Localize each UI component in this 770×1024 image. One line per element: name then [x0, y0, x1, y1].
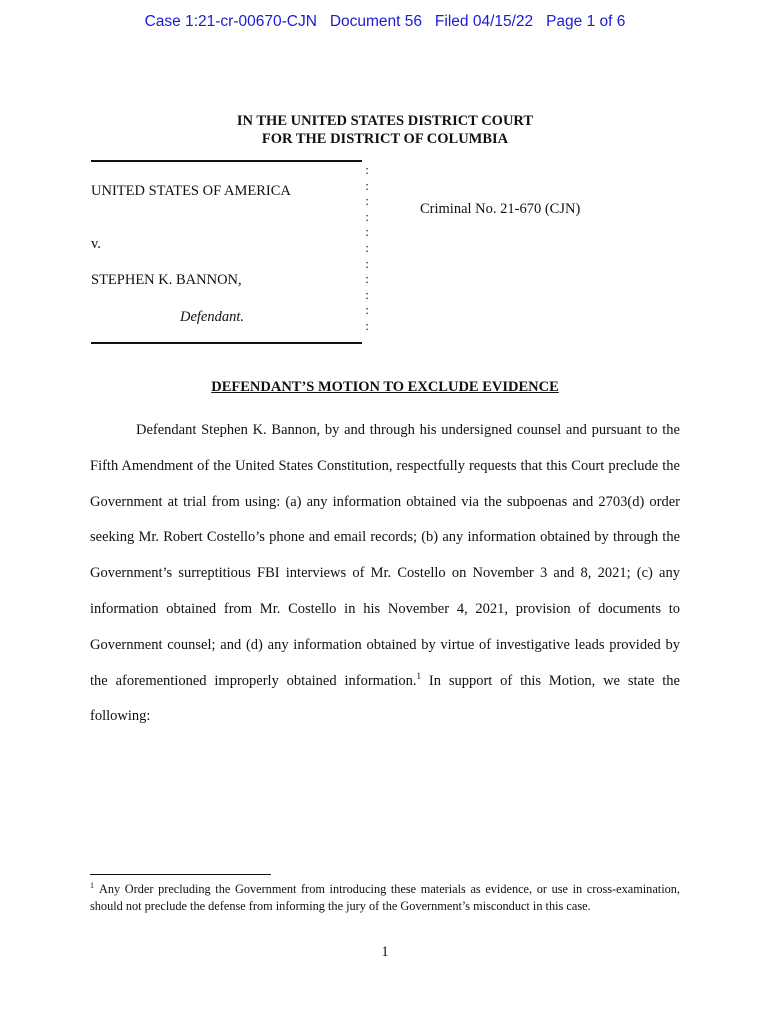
- motion-title: DEFENDANT’S MOTION TO EXCLUDE EVIDENCE: [211, 379, 559, 395]
- case-number: Criminal No. 21-670 (CJN): [420, 201, 581, 217]
- caption-top-rule: [91, 160, 362, 162]
- court-heading: [0, 112, 770, 148]
- footnote-reference: 1: [416, 670, 422, 681]
- motion-body-closing: In support of this Motion, we state the following:: [90, 672, 680, 725]
- caption-bottom-rule: [91, 342, 362, 344]
- court-name: IN THE UNITED STATES DISTRICT COURT: [236, 113, 534, 129]
- caption-colon-column: : : : : : : : : : : :: [365, 162, 369, 333]
- footnote-marker: 1: [90, 880, 94, 890]
- footnote-separator: [90, 874, 271, 875]
- footnote: [90, 881, 680, 914]
- caption-defendant-name: STEPHEN K. BANNON,: [91, 272, 242, 288]
- caption-versus: v.: [91, 236, 101, 252]
- caption-defendant-role: Defendant.: [180, 309, 245, 325]
- motion-body-text: Defendant Stephen K. Bannon, by and through his undersigned counsel and pursuant to the Fifth Amendment of the United States Constitution, respectfully requests that this Court preclude the Government at trial from using: (a) any information obtained via the subpoenas and 2703(d) order seeking Mr. Robert Costello’s phone and email records; (b) any information obtained by through the Government’s surreptitious FBI interviews of Mr. Costello on November 3 and 8, 2021; (c) any information obtained from Mr. Costello in his November 4, 2021, provision of documents to Government counsel; and (d) any information obtained by virtue of investigative leads provided by the aforementioned improperly obtained information.: [90, 422, 680, 689]
- footnote-text: Any Order precluding the Government from introducing these materials as evidence, or use in cross-examination, should not preclude the defense from informing the jury of the Government’s misconduct in this case.: [90, 882, 680, 913]
- motion-body-paragraph: [90, 413, 680, 735]
- caption-plaintiff: UNITED STATES OF AMERICA: [91, 183, 291, 199]
- court-district: FOR THE DISTRICT OF COLUMBIA: [261, 131, 509, 147]
- page-number: 1: [381, 944, 389, 960]
- case-header-stamp: Case 1:21-cr-00670-CJN Document 56 Filed 04/15/22 Page 1 of 6: [144, 13, 626, 30]
